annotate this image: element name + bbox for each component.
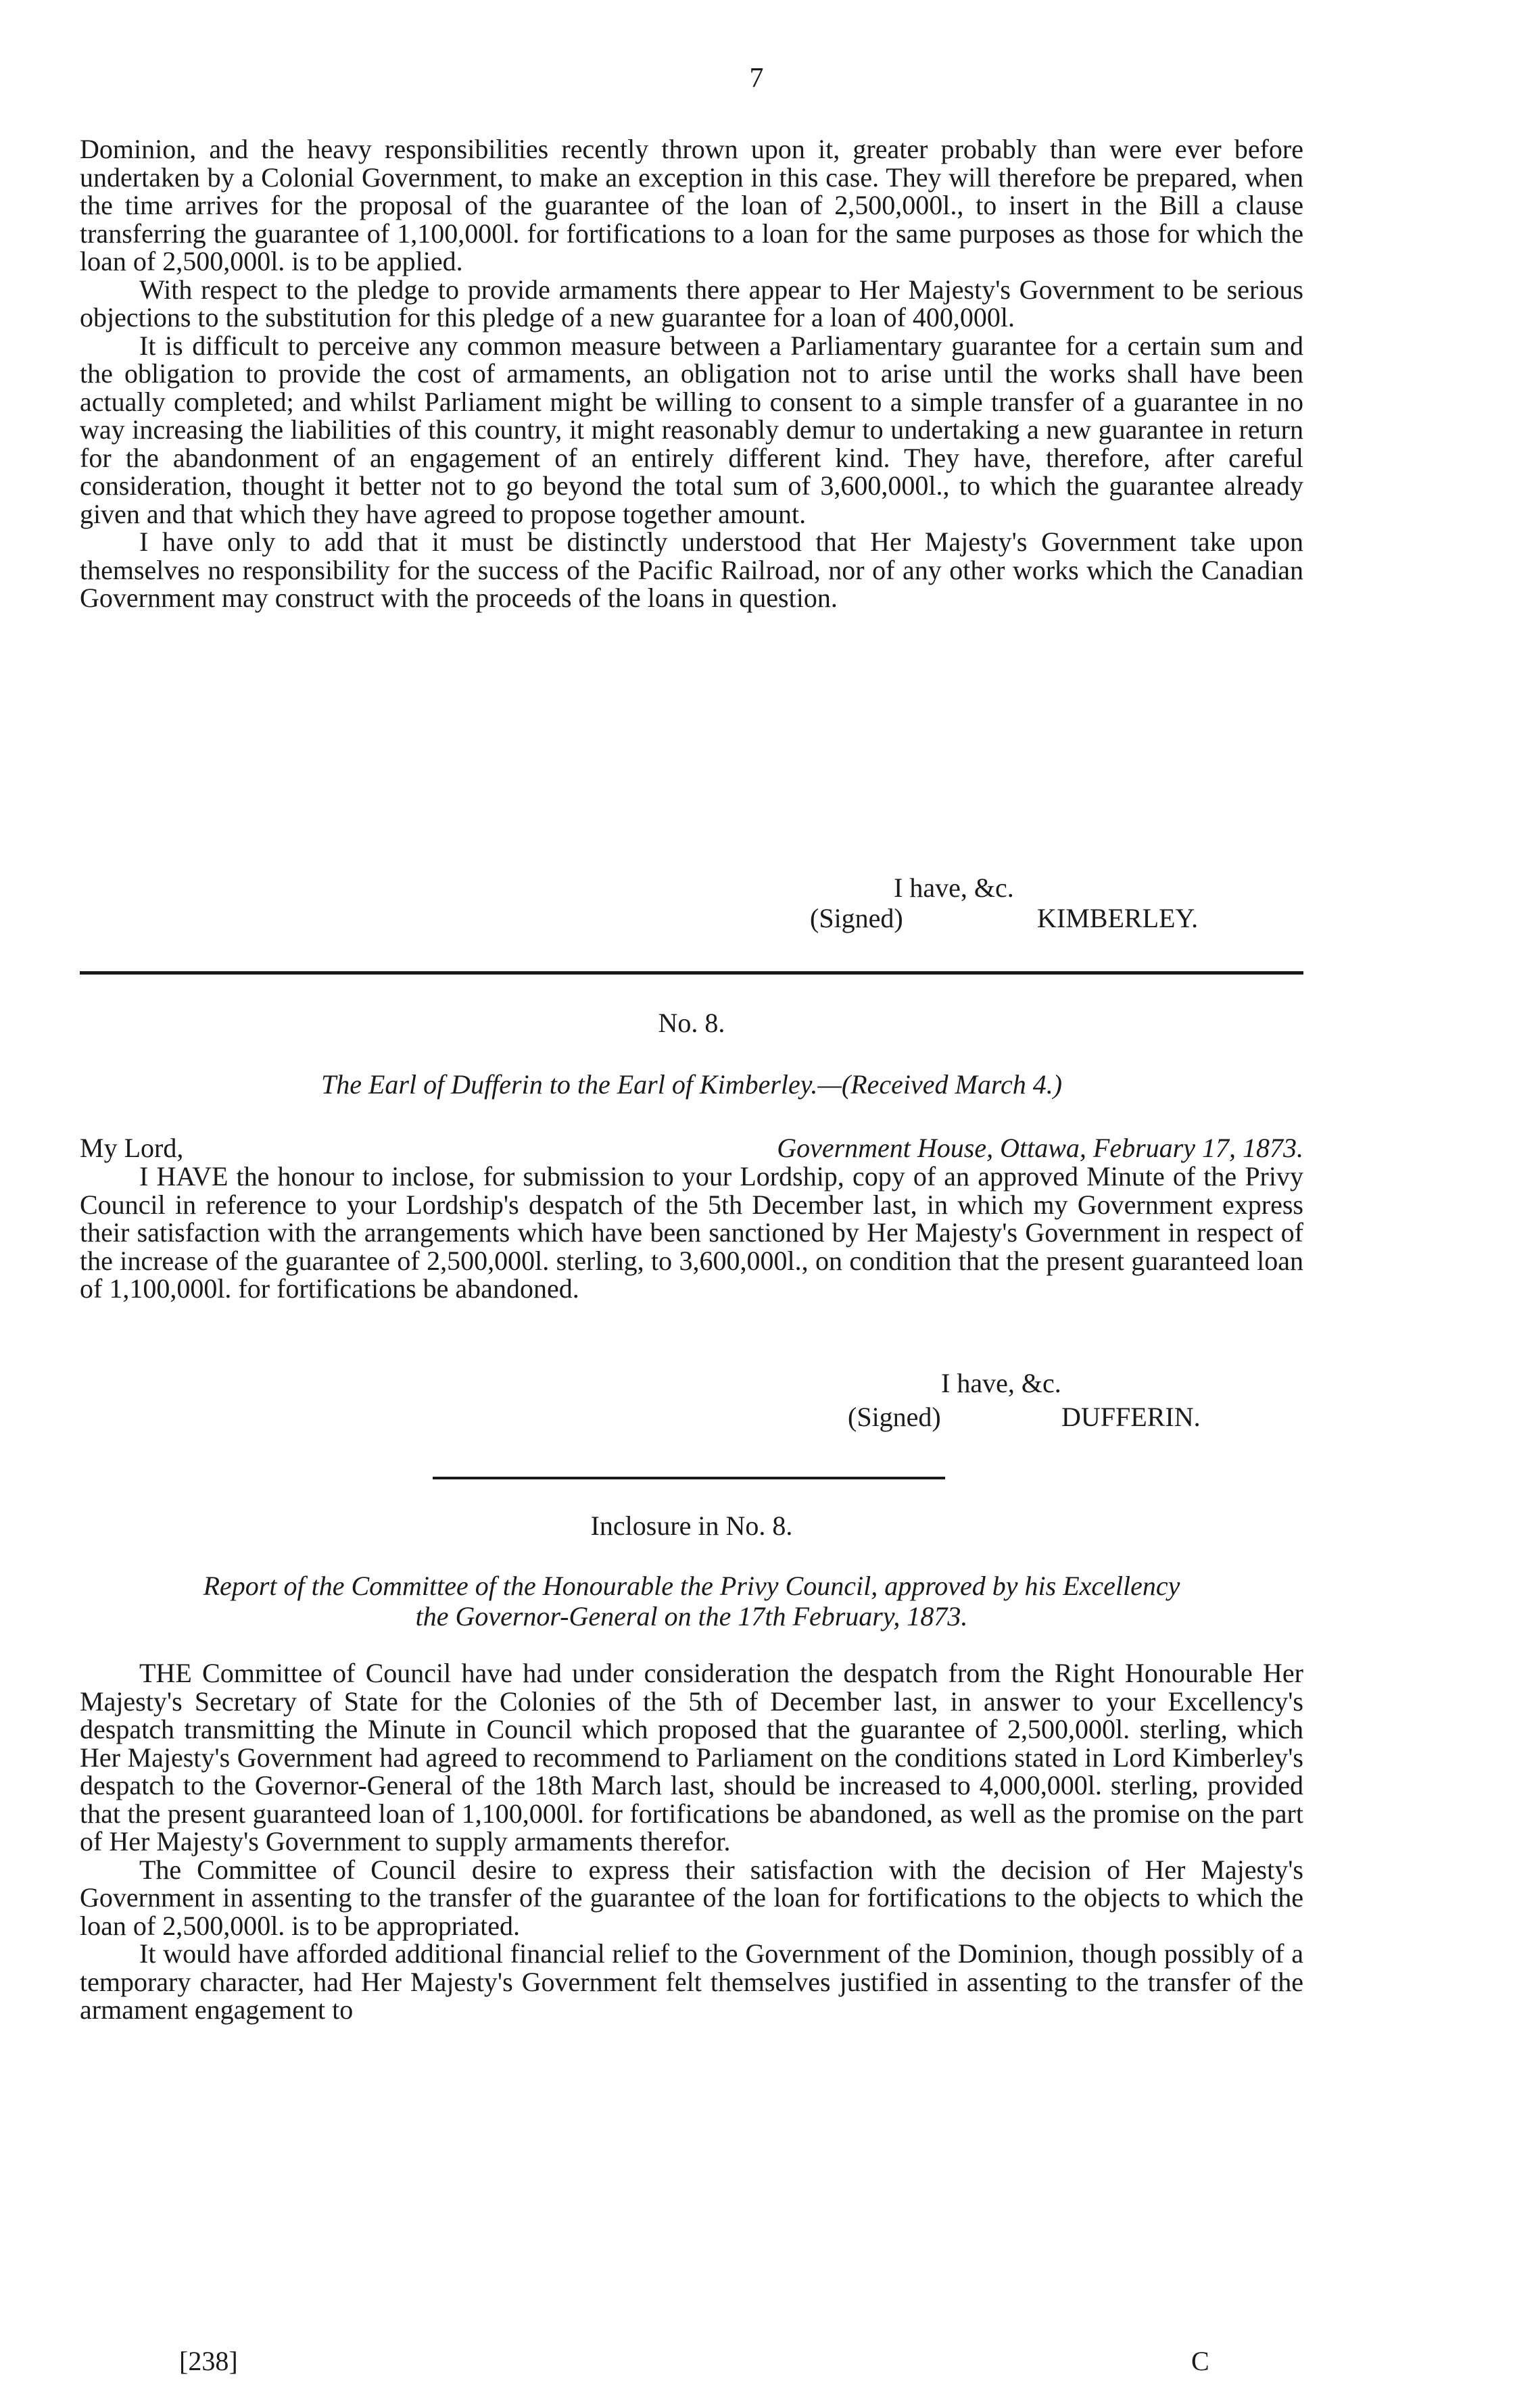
paragraph: The Committee of Council desire to express their satisfaction with the decision of Her Majesty's Government in assenting to the transfer of the guarantee of the loan for fortifications to the objects to which the loan of 2,500,000l. is to be appropriated. (80, 1854, 1303, 1941)
signer-name: DUFFERIN. (1061, 1402, 1201, 1432)
inclosure-subheading-line1: Report of the Committee of the Honourable the Privy Council, approved by his Excellency (203, 1571, 1180, 1601)
paragraph: I HAVE the honour to inclose, for submission to your Lordship, copy of an approved Minute of the Privy Council in reference to your Lordship's despatch of the 5th December last, in which my Government express their satisfaction with the arrangements which have been sanctioned by Her Majesty's Government in respect of the increase of the guarantee of 2,500,000l. sterling, to 3,600,000l., on condition that the present guaranteed loan of 1,100,000l. for fortifications be abandoned. (80, 1161, 1303, 1304)
paragraph: I have only to add that it must be distinctly understood that Her Majesty's Government take upon themselves no responsibility for the success of the Pacific Railroad, nor of any other works which the Canadian Government may construct with the proceeds of the loans in question. (80, 526, 1303, 613)
kimberley-despatch-body (80, 135, 1303, 612)
signed-label: (Signed) (810, 903, 903, 933)
inclosure-heading: Inclosure in No. 8. (590, 1510, 793, 1541)
paragraph: THE Committee of Council have had under consideration the despatch from the Right Honourable Her Majesty's Secretary of State for the Colonies of the 5th of December last, in answer to your Excellency's despatch transmitting the Minute in Council which proposed that the guarantee of 2,500,000l. sterling, which Her Majesty's Government had agreed to recommend to Parliament on the conditions stated in Lord Kimberley's despatch to the Governor-General of the 18th March last, should be increased to 4,000,000l. sterling, provided that the present guaranteed loan of 1,100,000l. for fortifications be abandoned, as well as the promise on the part of Her Majesty's Government to supply armaments therefor. (80, 1658, 1303, 1857)
dateline: Government House, Ottawa, February 17, 1873. (777, 1133, 1303, 1163)
salutation-dateline (80, 1133, 1303, 1163)
salutation: My Lord, (80, 1133, 184, 1163)
closing-text: I have, &c. (941, 1368, 1061, 1398)
paragraph: Dominion, and the heavy responsibilities recently thrown upon it, greater probably than were ever before undertaken by a Colonial Government, to make an exception in this case. They will therefore be prepared, when the time arrives for the proposal of the guarantee of the loan of 2,500,000l., to insert in the Bill a clause transferring the guarantee of 1,100,000l. for fortifications to a loan for the same purposes as those for which the loan of 2,500,000l. is to be applied. (80, 134, 1303, 276)
section-subheading: The Earl of Dufferin to the Earl of Kimberley.—(Received March 4.) (320, 1069, 1063, 1100)
privy-council-report-body (80, 1659, 1303, 2024)
signed-label: (Signed) (848, 1402, 941, 1432)
dufferin-despatch-body (80, 1162, 1303, 1303)
short-divider (433, 1477, 945, 1479)
page-number: 7 (749, 63, 764, 94)
inclosure-subheading-line2: the Governor-General on the 17th February, 1873. (415, 1601, 968, 1631)
footer-signature-mark: [238] (179, 2346, 238, 2376)
closing-text: I have, &c. (894, 873, 1014, 903)
section-divider (80, 971, 1303, 975)
footer-gathering-letter: C (1191, 2346, 1209, 2376)
paragraph: It would have afforded additional financial relief to the Government of the Dominion, though possibly of a temporary character, had Her Majesty's Government felt themselves justified in assenting to the transfer of the armament engagement to (80, 1938, 1303, 2025)
paragraph: With respect to the pledge to provide armaments there appear to Her Majesty's Government to be serious objections to the substitution for this pledge of a new guarantee for a loan of 400,000l. (80, 274, 1303, 333)
signer-name: KIMBERLEY. (1037, 903, 1199, 933)
section-heading: No. 8. (658, 1008, 725, 1038)
paragraph: It is difficult to perceive any common measure between a Parliamentary guarantee for a certain sum and the obligation to provide the cost of armaments, an obligation not to arise until the works shall have been actually completed; and whilst Parliament might be willing to consent to a simple transfer of a guarantee in no way increasing the liabilities of this country, it might reasonably demur to undertaking a new guarantee in return for the abandonment of an engagement of an entirely different kind. They have, therefore, after careful consideration, thought it better not to go beyond the total sum of 3,600,000l., to which the guarantee already given and that which they have agreed to propose together amount. (80, 330, 1303, 529)
